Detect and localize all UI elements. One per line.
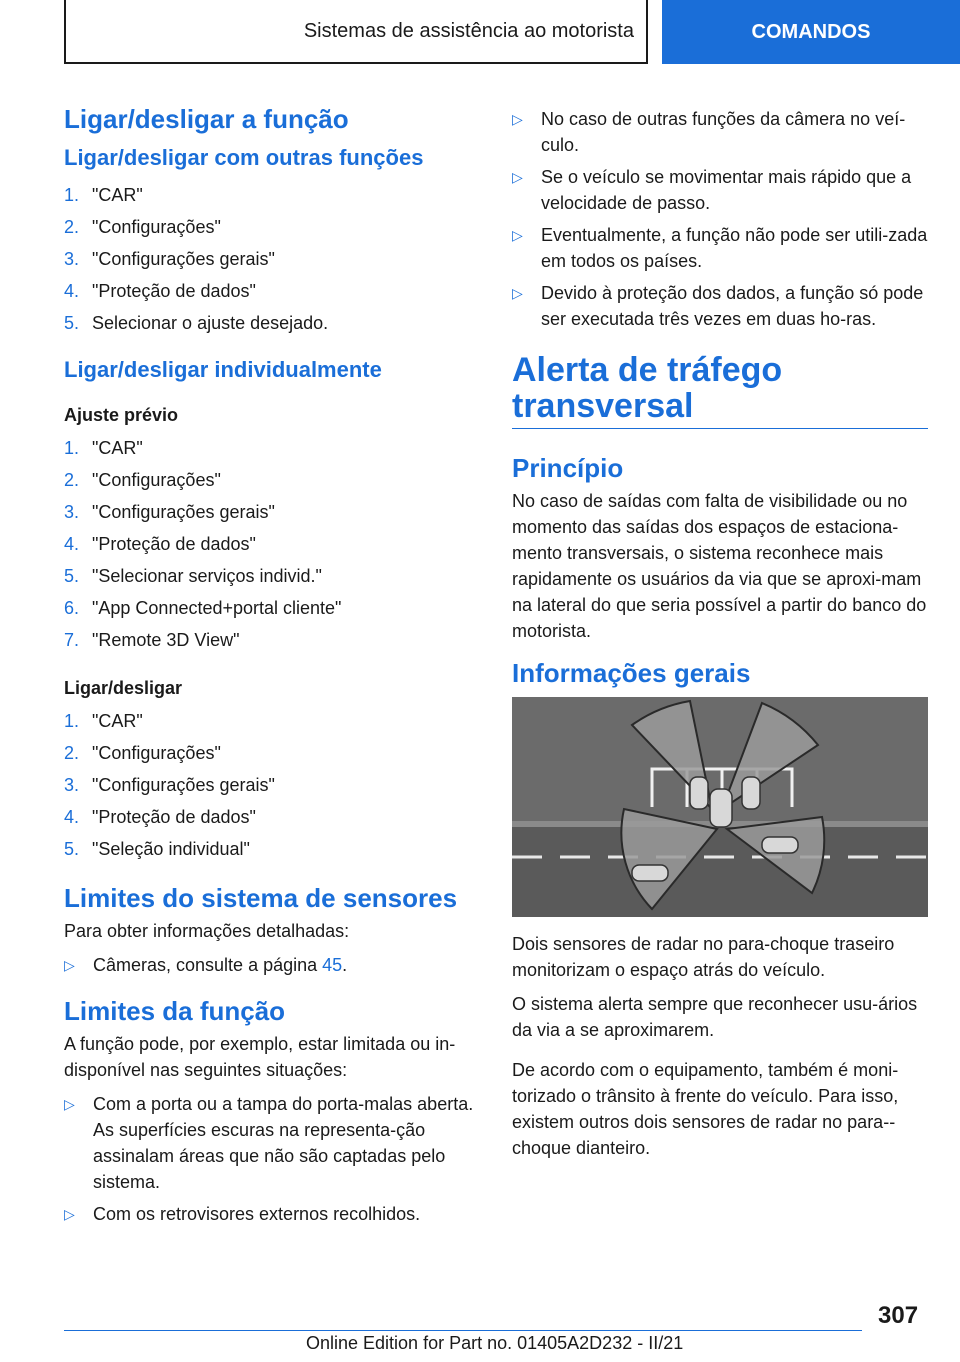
heading-rule — [512, 428, 928, 429]
list-item: 6. "App Connected+portal cliente" — [64, 598, 342, 618]
list-item: ▷ Se o veículo se movimentar mais rápido que a velocidade de passo. — [512, 164, 928, 216]
list-item: 2. "Configurações" — [64, 217, 221, 237]
heading-preset: Ajuste prévio — [64, 405, 179, 425]
list-item: 7. "Remote 3D View" — [64, 630, 240, 650]
list-item: 1. "CAR" — [64, 711, 143, 731]
triangle-bullet-icon: ▷ — [512, 111, 523, 127]
paragraph-radar-rear: Dois sensores de radar no para-choque traseiro monitorizam o espaço atrás do veículo. — [512, 934, 895, 981]
triangle-bullet-icon: ▷ — [512, 285, 523, 301]
page-link[interactable]: 45 — [322, 955, 343, 975]
chapter-heading: Alerta de tráfego transversal — [512, 351, 783, 426]
steps-list-b — [64, 432, 476, 656]
sensor-intro: Para obter informações detalhadas: — [64, 921, 350, 941]
triangle-bullet-icon: ▷ — [64, 957, 75, 973]
paragraph-alert: O sistema alerta sempre que reconhecer usu-ários da via a se aproximarem. — [512, 994, 918, 1041]
limits-intro: A função pode, por exemplo, estar limitada ou in-disponível nas seguintes situações: — [64, 1034, 456, 1080]
footer-rule — [64, 1330, 862, 1331]
list-item: 3. "Configurações gerais" — [64, 502, 275, 522]
continued-bullets — [512, 106, 928, 332]
paragraph-radar-front: De acordo com o equipamento, também é moni-torizado o trânsito à frente do veículo. Para isso, existem outros dois sensores de radar no para--choque dianteiro. — [512, 1060, 899, 1159]
limits-bullets — [64, 1091, 476, 1227]
heading-principle: Princípio — [512, 453, 624, 484]
list-item: 3. "Configurações gerais" — [64, 775, 275, 795]
cross-traffic-illustration — [512, 697, 928, 917]
triangle-bullet-icon: ▷ — [64, 1206, 75, 1222]
list-item: 1. "CAR" — [64, 185, 143, 205]
left-column — [64, 96, 476, 1233]
steps-list-c — [64, 705, 476, 865]
list-item: 2. "Configurações" — [64, 743, 221, 763]
footer-edition: Online Edition for Part no. 01405A2D232 - II/21 — [306, 1333, 684, 1353]
list-item: ▷ No caso de outras funções da câmera no veí-culo. — [512, 106, 928, 158]
list-item: 4. "Proteção de dados" — [64, 281, 256, 301]
heading-sensor-limits: Limites do sistema de sensores — [64, 883, 458, 913]
sensor-bullets — [64, 952, 476, 978]
chapter-tab-label: COMANDOS — [751, 20, 871, 43]
list-item: 1. "CAR" — [64, 438, 143, 458]
list-item: 5. Selecionar o ajuste desejado. — [64, 313, 329, 333]
heading-function-limits: Limites da função — [64, 996, 286, 1026]
running-header — [64, 0, 648, 64]
chapter-tab[interactable] — [662, 0, 960, 64]
list-item: ▷ Devido à proteção dos dados, a função só pode ser executada três vezes em duas ho-ras. — [512, 280, 928, 332]
heading-individually: Ligar/desligar individualmente — [64, 357, 382, 382]
right-column — [512, 102, 928, 1169]
list-item: 5. "Selecionar serviços individ." — [64, 566, 322, 586]
list-item: 3. "Configurações gerais" — [64, 249, 275, 269]
list-item: 4. "Proteção de dados" — [64, 534, 256, 554]
list-item: ▷ Com a porta ou a tampa do porta-malas aberta. As superfícies escuras na representa-ção assinalam áreas que não são captadas pelo sistema. — [64, 1091, 476, 1195]
heading-on-off: Ligar/desligar — [64, 678, 183, 698]
steps-list-a — [64, 179, 476, 339]
heading-toggle-function: Ligar/desligar a função — [64, 104, 349, 134]
triangle-bullet-icon: ▷ — [512, 169, 523, 185]
list-item: 4. "Proteção de dados" — [64, 807, 256, 827]
heading-with-other-functions: Ligar/desligar com outras funções — [64, 145, 424, 170]
list-item: ▷ Câmeras, consulte a página 45. — [64, 952, 476, 978]
principle-text: No caso de saídas com falta de visibilidade ou no momento das saídas dos espaços de estaciona-mento transversais, o sistema reconhece mais rapidamente os usuários da via que se aproxi-mam na lateral do que seria possível a partir do banco do motorista. — [512, 491, 927, 642]
page-number: 307 — [878, 1302, 919, 1329]
section-title: Sistemas de assistência ao motorista — [303, 19, 634, 42]
list-item: 2. "Configurações" — [64, 470, 221, 490]
heading-general-info: Informações gerais — [512, 658, 751, 689]
list-item: 5. "Seleção individual" — [64, 839, 250, 859]
list-item: ▷ Eventualmente, a função não pode ser utili-zada em todos os países. — [512, 222, 928, 274]
triangle-bullet-icon: ▷ — [64, 1096, 75, 1112]
list-item: ▷ Com os retrovisores externos recolhidos. — [64, 1201, 476, 1227]
triangle-bullet-icon: ▷ — [512, 227, 523, 243]
